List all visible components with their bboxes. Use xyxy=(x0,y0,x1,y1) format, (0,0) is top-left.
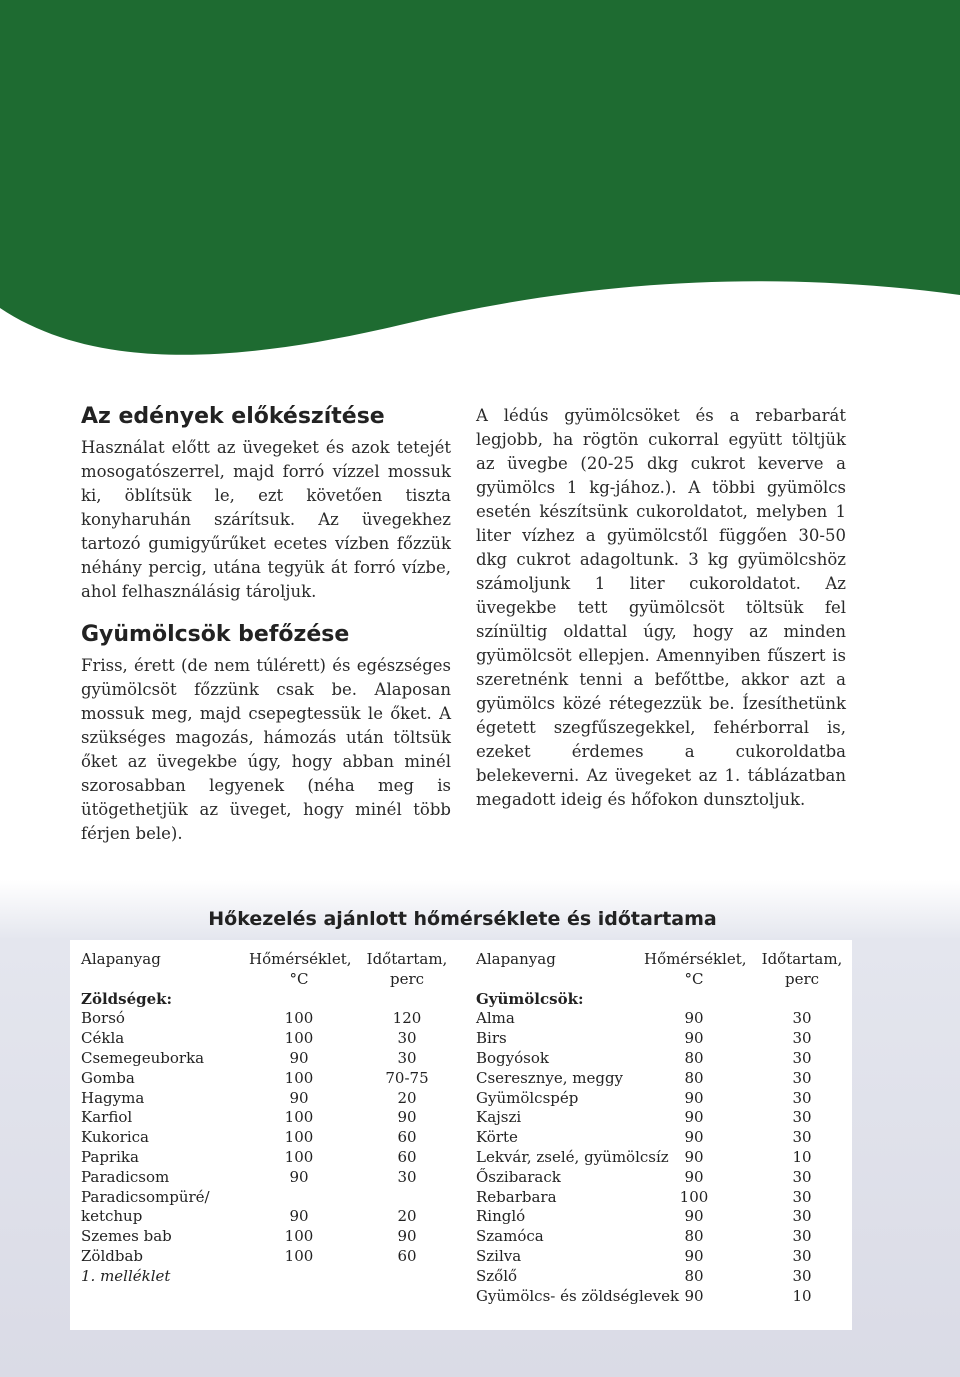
cell-duration: 20 xyxy=(397,1207,417,1226)
cell-name: Kukorica xyxy=(81,1128,149,1147)
cell-name: Kajszi xyxy=(476,1108,522,1127)
cell-temperature: 90 xyxy=(289,1207,309,1226)
cell-duration: 30 xyxy=(792,1029,812,1048)
cell-name: Birs xyxy=(476,1029,507,1048)
cell-duration: 20 xyxy=(397,1088,417,1107)
cell-duration: 90 xyxy=(397,1227,417,1246)
header-temperature: Hőmérséklet, °C xyxy=(644,950,747,988)
cell-name: Alma xyxy=(476,1009,515,1028)
cell-name: Szilva xyxy=(476,1246,522,1265)
right-column xyxy=(476,402,846,812)
left-column xyxy=(81,402,451,846)
cell-duration: 30 xyxy=(792,1108,812,1127)
cell-name: Őszibarack xyxy=(476,1167,561,1186)
cell-temperature: 90 xyxy=(684,1147,704,1166)
cell-duration: 30 xyxy=(792,1227,812,1246)
header-ingredient: Alapanyag xyxy=(81,950,161,968)
cell-name: Lekvár, zselé, gyümölcsíz xyxy=(476,1147,669,1166)
cell-temperature: 90 xyxy=(684,1108,704,1127)
cell-duration: 60 xyxy=(397,1246,417,1265)
cell-name: Karfiol xyxy=(81,1108,133,1127)
cell-duration: 120 xyxy=(392,1009,422,1028)
cell-duration: 30 xyxy=(792,1088,812,1107)
cell-temperature: 80 xyxy=(684,1227,704,1246)
table-title: Hőkezelés ajánlott hőmérséklete és időtartama xyxy=(208,908,717,930)
cell-temperature: 90 xyxy=(684,1207,704,1226)
header-ingredient: Alapanyag xyxy=(476,950,556,968)
cell-duration: 30 xyxy=(792,1266,812,1285)
cell-name: Paprika xyxy=(81,1147,139,1166)
heading-fruit-canning: Gyümölcsök befőzése xyxy=(81,622,350,647)
cell-duration: 70-75 xyxy=(385,1068,429,1087)
cell-temperature: 100 xyxy=(284,1108,314,1127)
cell-temperature: 100 xyxy=(284,1246,314,1265)
heading-vessel-preparation: Az edények előkészítése xyxy=(81,404,385,429)
cell-temperature: 100 xyxy=(284,1128,314,1147)
category-vegetables: Zöldségek: xyxy=(81,989,173,1008)
cell-duration: 30 xyxy=(792,1009,812,1028)
cell-temperature: 90 xyxy=(684,1029,704,1048)
cell-duration: 60 xyxy=(397,1147,417,1166)
cell-temperature: 100 xyxy=(284,1009,314,1028)
header-temperature: Hőmérséklet, °C xyxy=(249,950,352,988)
cell-temperature: 90 xyxy=(684,1088,704,1107)
cell-name: Zöldbab xyxy=(81,1246,143,1265)
cell-name: Cékla xyxy=(81,1029,125,1048)
cell-name: Borsó xyxy=(81,1009,125,1028)
paragraph-fruit-canning: Friss, érett (de nem túlérett) és egészséges gyümölcsöt főzzünk csak be. Alaposan mossuk meg, majd csepegtessük le őket. A szükséges magozás, hámozás után töltsük őket az üvegekbe úgy, hogy abban minél szorosabban legyenek (néha meg is ütögethetjük az üveget, hogy minél több férjen bele). xyxy=(81,656,451,843)
cell-temperature: 90 xyxy=(684,1128,704,1147)
cell-duration: 30 xyxy=(792,1246,812,1265)
cell-name: Gomba xyxy=(81,1068,135,1087)
cell-temperature: 100 xyxy=(284,1227,314,1246)
cell-duration: 10 xyxy=(792,1147,812,1166)
cell-name: Gyümölcs- és zöldséglevek xyxy=(476,1286,680,1305)
cell-temperature: 80 xyxy=(684,1048,704,1067)
cell-name: Hagyma xyxy=(81,1088,145,1107)
cell-duration: 30 xyxy=(792,1187,812,1206)
cell-name: Szemes bab xyxy=(81,1227,172,1246)
cell-temperature: 90 xyxy=(289,1048,309,1067)
cell-duration: 30 xyxy=(792,1128,812,1147)
header-duration: Időtartam, perc xyxy=(761,950,843,988)
paragraph-vessel-preparation: Használat előtt az üvegeket és azok tetejét mosogatószerrel, majd forró vízzel mossuk ki, öblítsük le, ezt követően tiszta konyharuhán szárítsuk. Az üvegekhez tartozó gumigyűrűket ecetes vízben főzzük néhány percig, utána tegyük át forró vízbe, ahol felhasználásig tároljuk. xyxy=(81,438,451,601)
table-note: 1. melléklet xyxy=(81,1266,171,1285)
cell-name: Rebarbara xyxy=(476,1187,557,1206)
cell-name: Ringló xyxy=(476,1207,526,1226)
cell-temperature: 100 xyxy=(284,1147,314,1166)
header-duration: Időtartam, perc xyxy=(366,950,448,988)
category-fruits: Gyümölcsök: xyxy=(476,989,584,1008)
cell-duration: 60 xyxy=(397,1128,417,1147)
cell-temperature: 90 xyxy=(684,1246,704,1265)
cell-temperature: 90 xyxy=(684,1009,704,1028)
cell-name: Cseresznye, meggy xyxy=(476,1068,624,1087)
cell-duration: 30 xyxy=(792,1048,812,1067)
cell-temperature: 100 xyxy=(679,1187,709,1206)
cell-name: Csemegeuborka xyxy=(81,1048,205,1067)
cell-name: Gyümölcspép xyxy=(476,1088,579,1107)
cell-temperature: 90 xyxy=(289,1167,309,1186)
cell-temperature: 100 xyxy=(284,1029,314,1048)
cell-name: Bogyósok xyxy=(476,1048,549,1067)
paragraph-sugar-syrup: A lédús gyümölcsöket és a rebarbarát legjobb, ha rögtön cukorral együtt töltjük az üvegbe (20-25 dkg cukrot keverve a gyümölcs 1 kg-jához.). A többi gyümölcs esetén készítsünk cukoroldatot, melyben 1 liter vízhez a gyümölcstől függően 30-50 dkg cukrot adagoltunk. 3 kg gyümölcshöz számoljunk 1 liter cukoroldatot. Az üvegekbe tett gyümölcsöt töltsük fel színültig oldattal úgy, hogy az minden gyümölcsöt ellepjen. Amennyiben fűszert is szeretnénk tenni a befőttbe, akkor azt a gyümölcs közé rétegezzük be. Ízesíthetünk égetett szegfűszegekkel, fehérborral is, ezeket érdemes a cukoroldatba belekeverni. Az üvegeket az 1. táblázatban megadott ideig és hőfokon dunsztoljuk. xyxy=(476,406,846,809)
cell-name: ketchup xyxy=(81,1207,143,1226)
cell-name: Paradicsom xyxy=(81,1167,170,1186)
cell-duration: 30 xyxy=(397,1048,417,1067)
cell-duration: 30 xyxy=(792,1167,812,1186)
cell-duration: 30 xyxy=(792,1207,812,1226)
header-green-band xyxy=(0,0,960,400)
cell-duration: 30 xyxy=(397,1029,417,1048)
cell-duration: 90 xyxy=(397,1108,417,1127)
cell-duration: 10 xyxy=(792,1286,812,1305)
cell-name: Szőlő xyxy=(476,1266,518,1285)
cell-name: Körte xyxy=(476,1128,518,1147)
cell-duration: 30 xyxy=(792,1068,812,1087)
cell-temperature: 90 xyxy=(289,1088,309,1107)
cell-name: Paradicsompüré/ xyxy=(81,1187,210,1206)
cell-temperature: 90 xyxy=(684,1286,704,1305)
cell-temperature: 90 xyxy=(684,1167,704,1186)
cell-temperature: 80 xyxy=(684,1266,704,1285)
cell-duration: 30 xyxy=(397,1167,417,1186)
cell-temperature: 80 xyxy=(684,1068,704,1087)
cell-temperature: 100 xyxy=(284,1068,314,1087)
cell-name: Szamóca xyxy=(476,1227,544,1246)
